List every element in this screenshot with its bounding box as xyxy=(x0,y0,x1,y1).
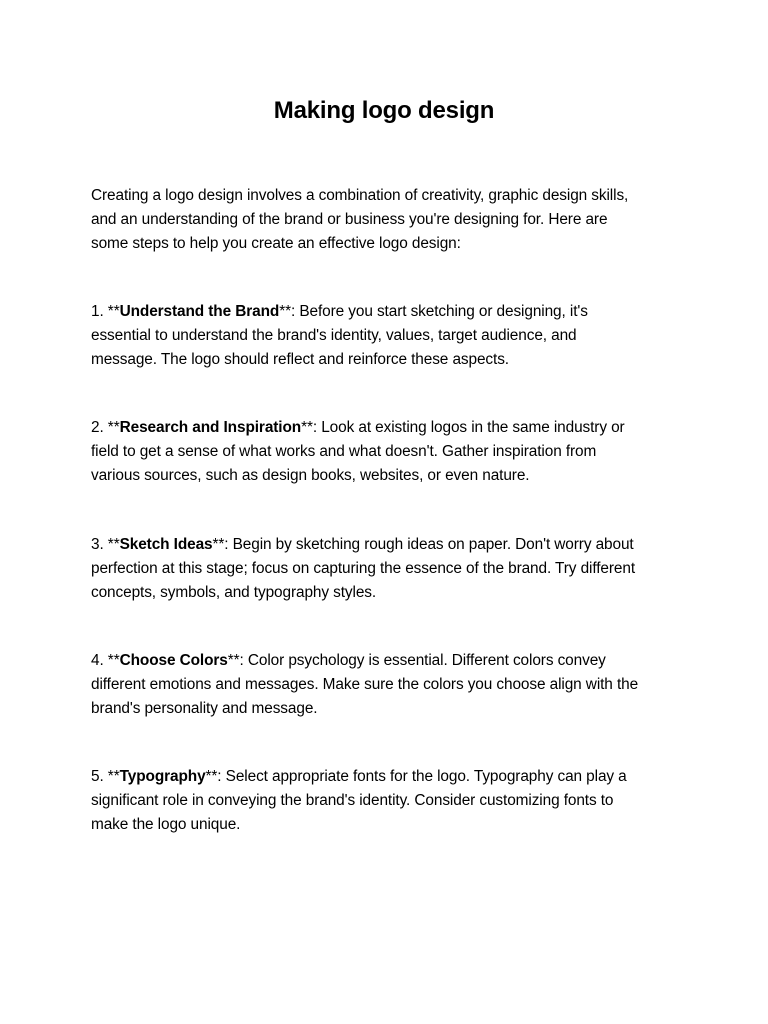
step-heading: Typography xyxy=(119,768,206,785)
step-text: **: Select appropriate fonts for the logo. Typography can play a xyxy=(205,768,627,785)
step-heading: Understand the Brand xyxy=(119,303,280,320)
step-1-paragraph xyxy=(91,300,691,372)
step-first-line xyxy=(91,300,691,324)
step-text: **: Color psychology is essential. Different colors convey xyxy=(227,652,606,669)
step-5-paragraph xyxy=(91,765,691,837)
intro-paragraph xyxy=(91,184,691,256)
step-line: various sources, such as design books, websites, or even nature. xyxy=(91,467,530,484)
step-heading: Research and Inspiration xyxy=(119,419,302,436)
step-prefix: 3. ** xyxy=(91,536,120,553)
step-line: brand's personality and message. xyxy=(91,700,318,717)
step-line: significant role in conveying the brand's identity. Consider customizing fonts to xyxy=(91,792,614,809)
step-text: **: Look at existing logos in the same industry or xyxy=(301,419,625,436)
step-line: message. The logo should reflect and reinforce these aspects. xyxy=(91,351,509,368)
step-first-line xyxy=(91,533,691,557)
step-line: concepts, symbols, and typography styles. xyxy=(91,584,377,601)
step-line: field to get a sense of what works and what doesn't. Gather inspiration from xyxy=(91,443,597,460)
intro-line: and an understanding of the brand or business you're designing for. Here are xyxy=(91,211,608,228)
step-line: perfection at this stage; focus on capturing the essence of the brand. Try different xyxy=(91,560,636,577)
step-heading: Choose Colors xyxy=(119,652,228,669)
document-title: Making logo design xyxy=(273,97,495,124)
step-first-line xyxy=(91,416,691,440)
step-line: make the logo unique. xyxy=(91,816,241,833)
step-text: **: Begin by sketching rough ideas on paper. Don't worry about xyxy=(212,536,634,553)
step-first-line xyxy=(91,765,691,789)
intro-line: Creating a logo design involves a combination of creativity, graphic design skills, xyxy=(91,187,629,204)
step-2-paragraph xyxy=(91,416,691,488)
step-heading: Sketch Ideas xyxy=(119,536,213,553)
step-line: different emotions and messages. Make sure the colors you choose align with the xyxy=(91,676,639,693)
step-prefix: 1. ** xyxy=(91,303,120,320)
step-prefix: 5. ** xyxy=(91,768,120,785)
step-prefix: 4. ** xyxy=(91,652,120,669)
intro-line: some steps to help you create an effective logo design: xyxy=(91,235,461,252)
step-3-paragraph xyxy=(91,533,691,605)
step-4-paragraph xyxy=(91,649,691,721)
step-prefix: 2. ** xyxy=(91,419,120,436)
step-first-line xyxy=(91,649,691,673)
step-line: essential to understand the brand's identity, values, target audience, and xyxy=(91,327,577,344)
step-text: **: Before you start sketching or designing, it's xyxy=(279,303,588,320)
